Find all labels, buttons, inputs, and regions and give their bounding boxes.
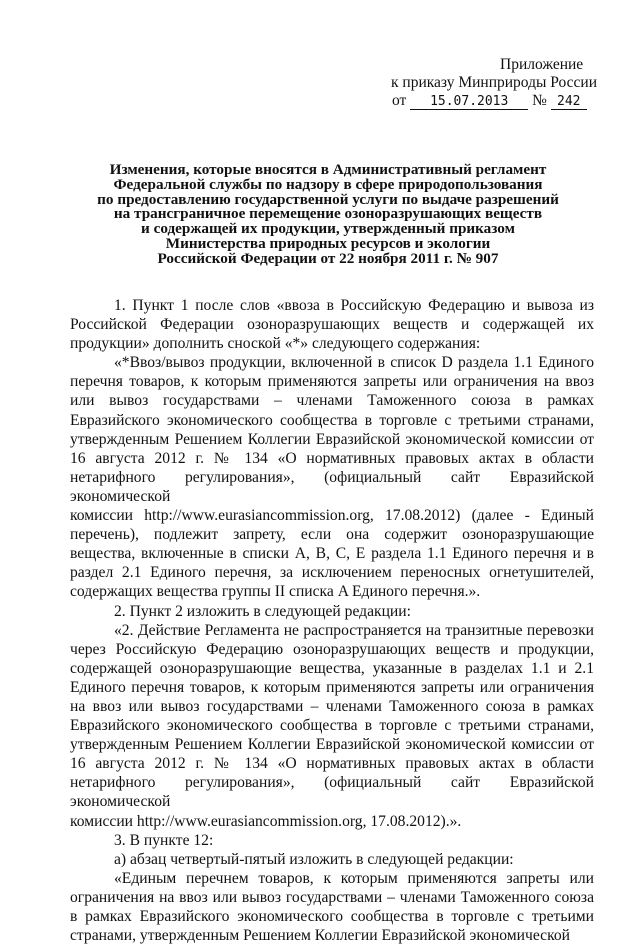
title-line: Российской Федерации от 22 ноября 2011 г. № 907 (157, 249, 499, 267)
paragraph-line: «Единым перечнем товаров, к которым применяются запреты или (114, 869, 594, 887)
paragraph-line: 16 августа 2012 г. № 134 «О нормативных правовых актах в области (70, 449, 594, 467)
appendix-header (388, 56, 608, 110)
paragraph-line: вещества, включенные в списки A, B, C, E раздела 1.1 Единого перечня и в (70, 545, 594, 563)
paragraph (70, 353, 594, 601)
title-line: Федеральной службы по надзору в сфере природопользования (113, 175, 543, 193)
paragraph (70, 850, 594, 869)
paragraph-line: 2. Пункт 2 изложить в следующей редакции: (114, 602, 411, 620)
paragraph-line: комиссии http://www.eurasiancommission.org, 17.08.2012) (далее - Единый (70, 507, 594, 525)
paragraph-line: «*Ввоз/вывоз продукции, включенной в список D раздела 1.1 Единого (114, 354, 594, 372)
paragraph-line: 16 августа 2012 г. № 134 «О нормативных правовых актах в области (70, 755, 594, 773)
paragraph (70, 602, 594, 621)
paragraph-line: комиссии http://www.eurasiancommission.org, 17.08.2012).». (70, 812, 462, 830)
paragraph-line: Евразийского экономического сообщества в торговле с третьими странами, (70, 411, 594, 429)
paragraph (70, 869, 594, 945)
paragraph-line: через Российскую Федерацию озоноразрушающих веществ и продукции, (70, 640, 594, 658)
paragraph-line: содержащей озоноразрушающие вещества, указанные в разделах 1.1 и 2.1 (70, 659, 594, 677)
paragraph-line: раздел 2.1 Единого перечня, за исключением переносных огнетушителей, (70, 564, 594, 582)
paragraph-line: Единого перечня товаров, к которым применяются запреты или ограничения (70, 678, 594, 696)
paragraph-line: Евразийского экономического сообщества в торговле с третьими странами, (70, 717, 594, 735)
paragraph-line: ограничения на ввоз или вывоз государствами – членами Таможенного союза (70, 888, 594, 906)
paragraph-line: перечень), подлежит запрету, если она содержит озоноразрушающие (70, 526, 594, 544)
number-label: № (532, 92, 547, 109)
paragraph-line: продукции» дополнить сноской «*» следующего содержания: (70, 335, 481, 353)
title-line: на трансграничное перемещение озоноразрушающих веществ (113, 205, 543, 223)
paragraph-line: утвержденным Решением Коллегии Евразийской экономической комиссии от (70, 736, 594, 754)
appendix-label: Приложение (500, 56, 584, 73)
paragraph-line: 3. В пункте 12: (114, 831, 214, 849)
title-line: по предоставлению государственной услуги по выдаче разрешений (97, 190, 559, 208)
paragraph-line: странами, утвержденным Решением Коллегии Евразийской экономической (70, 927, 570, 945)
paragraph-line: нетарифного регулирования», (официальный сайт Евразийской экономической (70, 468, 594, 505)
title-line: Министерства природных ресурсов и экологии (165, 234, 491, 252)
paragraph (70, 831, 594, 850)
paragraph-line: или вывоз государствами – членами Таможенного союза в рамках (70, 392, 594, 410)
document-title (70, 163, 586, 267)
paragraph-line: на ввоз или вывоз государствами – членами Таможенного союза в рамках (70, 697, 594, 715)
order-date-number (388, 92, 608, 110)
paragraph (70, 621, 594, 831)
paragraph-line: а) абзац четвертый-пятый изложить в следующей редакции: (114, 850, 514, 868)
paragraph-line: утвержденным Решением Коллегии Евразийской экономической комиссии от (70, 430, 594, 448)
paragraph-line: нетарифного регулирования», (официальный сайт Евразийской экономической (70, 774, 594, 811)
title-line: и содержащей их продукции, утвержденный приказом (141, 220, 515, 238)
paragraph-line: 1. Пункт 1 после слов «ввоза в Российскую Федерацию и вывоза из (114, 297, 594, 314)
paragraph-line: Российской Федерации озоноразрушающих веществ и содержащей их (70, 316, 594, 334)
paragraph-line: «2. Действие Регламента не распространяется на транзитные перевозки (114, 621, 594, 639)
from-label: от (392, 92, 407, 109)
title-line: Изменения, которые вносятся в Административный регламент (109, 161, 547, 178)
paragraph-line: в рамках Евразийского экономического сообщества в торговле с третьими (70, 908, 594, 925)
order-reference: к приказу Минприроды России (391, 74, 598, 91)
document-body (70, 296, 594, 945)
paragraph-line: содержащих вещества группы II списка A Единого перечня.». (70, 583, 481, 601)
paragraph (70, 296, 594, 353)
order-number: 242 (551, 95, 587, 110)
order-date: 15.07.2013 (410, 95, 528, 110)
paragraph-line: перечня товаров, к которым применяются запреты или ограничения на ввоз (70, 373, 594, 391)
